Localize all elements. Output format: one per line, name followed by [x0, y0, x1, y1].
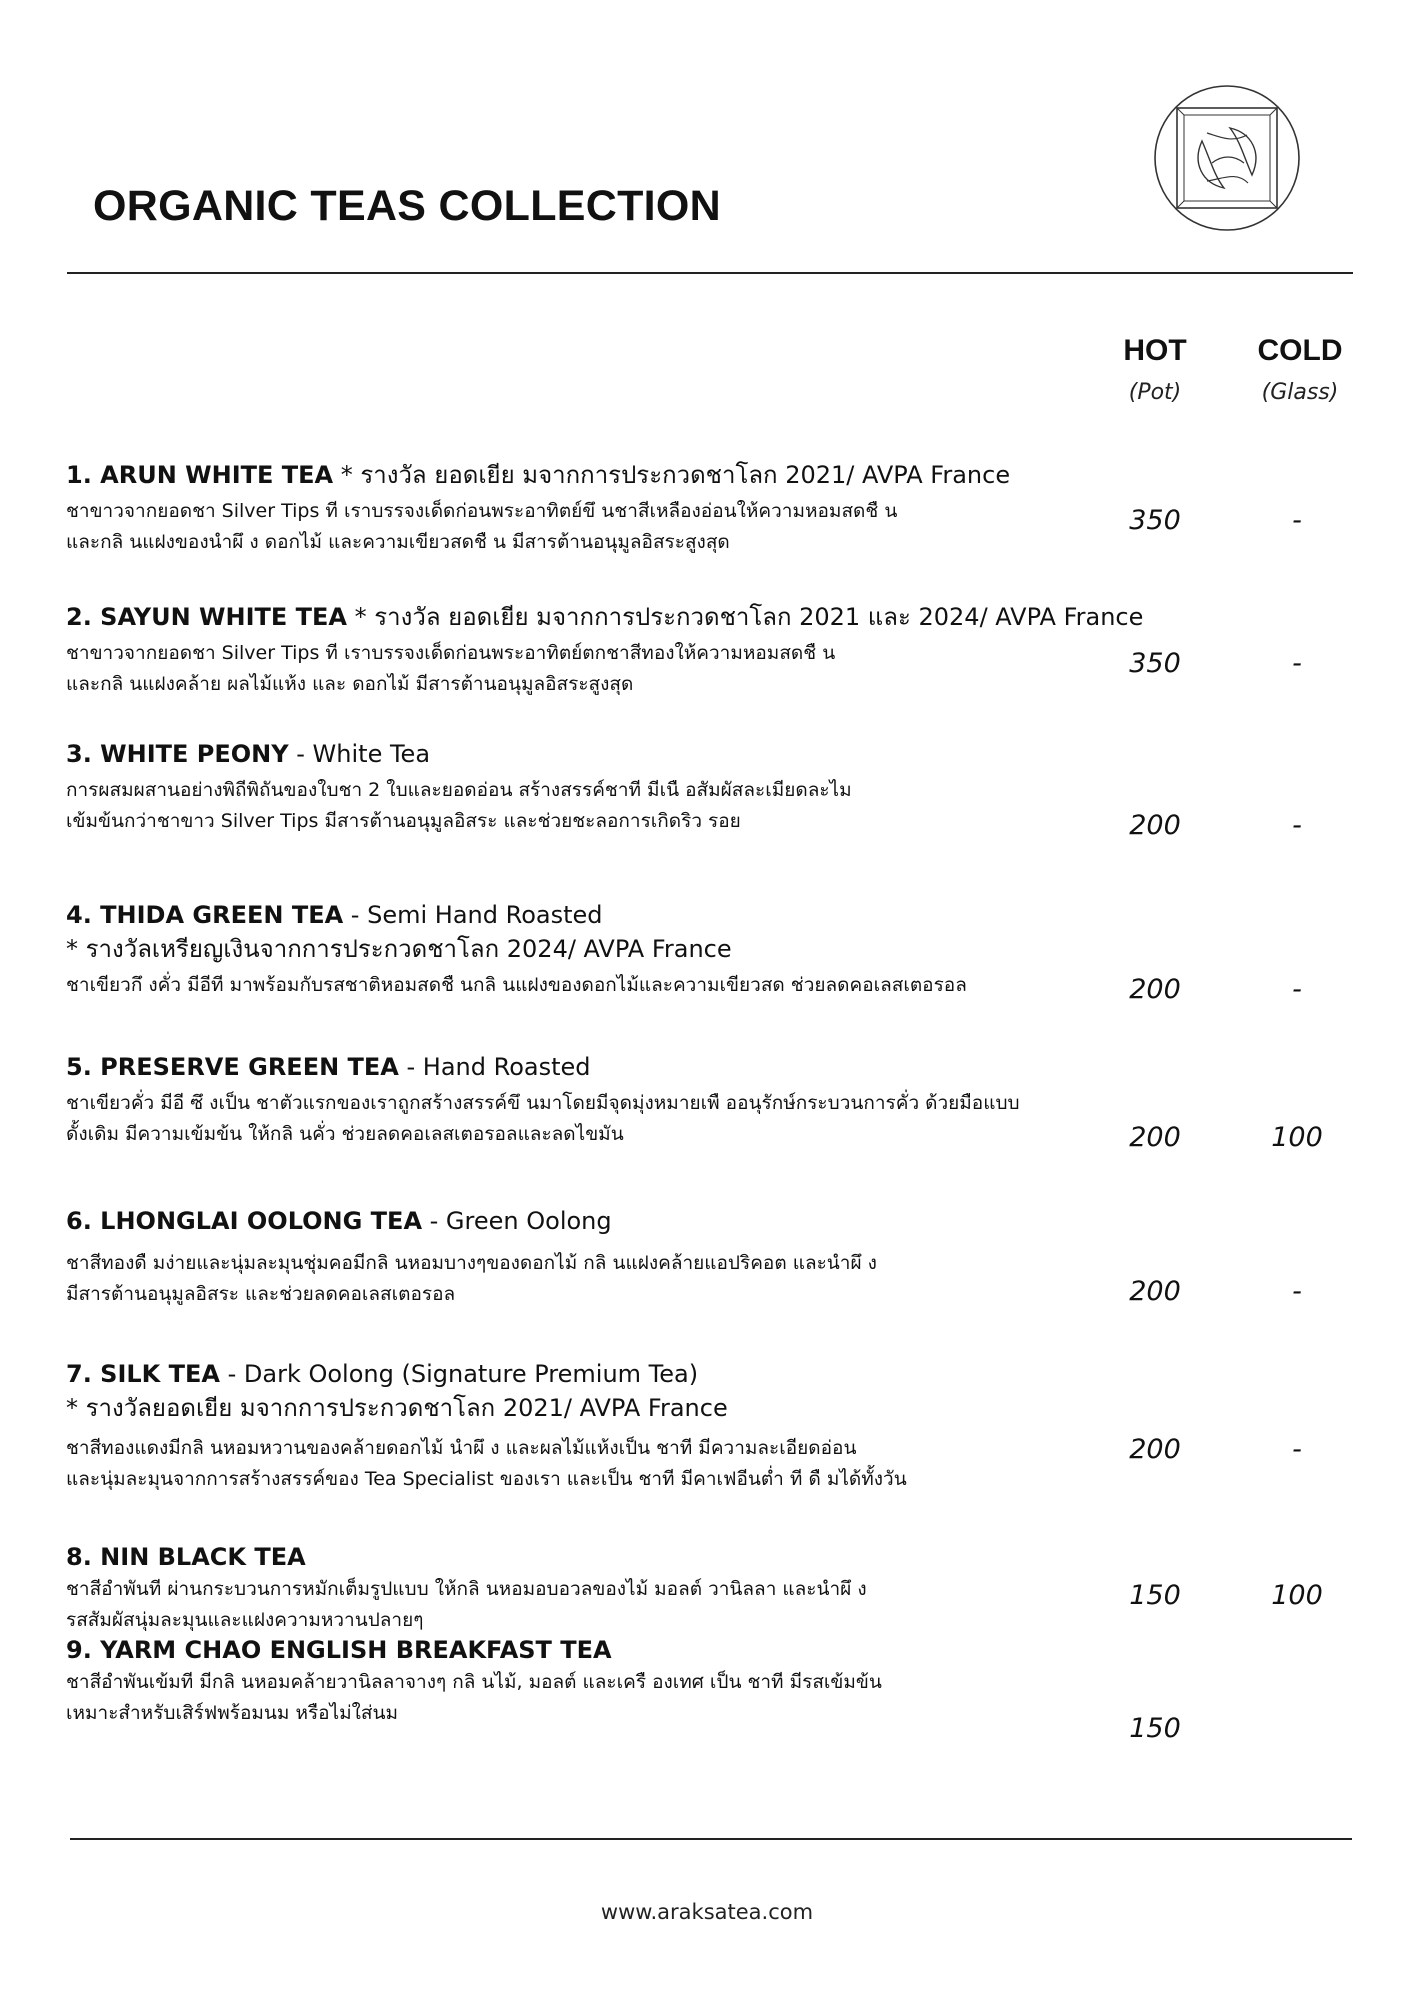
item-name: 5. PRESERVE GREEN TEA [66, 1053, 399, 1081]
item-desc-line: และนุ่มละมุนจากการสร้างสรรค์ของ Tea Specialist ของเรา และเป็น ชาที มีคาเฟอีนต่ำ ที ดื มได้ทั้งวัน [66, 1468, 907, 1490]
cold-price: 100 [1271, 1122, 1323, 1153]
item-name: 1. ARUN WHITE TEA [66, 461, 334, 489]
hot-price: 200 [1129, 1276, 1181, 1307]
item-name: 4. THIDA GREEN TEA [66, 901, 344, 929]
item-name: 3. WHITE PEONY [66, 740, 289, 768]
item-subtitle: * รางวัล ยอดเยีย มจากการประกวดชาโลก 2021/ AVPA France [333, 461, 1011, 489]
item-title [66, 1540, 1146, 1574]
tea-leaf-emblem-icon [1152, 83, 1302, 233]
item-subtitle: - Semi Hand Roasted [343, 901, 603, 929]
menu-item [66, 898, 1146, 1001]
menu-item [66, 458, 1146, 558]
item-desc-line: ชาเขียวคั่ว มีอี ซึ งเป็น ชาตัวแรกของเราถูกสร้างสรรค์ขึ นมาโดยมีจุดมุ่งหมายเพื ออนุรักษ์กระบวนการคั่ว ด้วยมือแบบ [66, 1092, 1020, 1114]
item-desc-line: ชาสีทองแดงมีกลิ นหอมหวานของคล้ายดอกไม้ นำผึ ง และผลไม้แห้งเป็น ชาที มีความละเอียดอ่อน [66, 1437, 857, 1459]
hot-column-header [1085, 334, 1225, 405]
item-desc-line: เหมาะสำหรับเสิร์ฟพร้อมนม หรือไม่ใส่นม [66, 1702, 399, 1724]
item-desc-line: มีสารต้านอนุมูลอิสระ และช่วยลดคอเลสเตอรอล [66, 1283, 456, 1305]
item-description [66, 1248, 1146, 1310]
page-title: ORGANIC TEAS COLLECTION [93, 182, 722, 230]
item-name: 6. LHONGLAI OOLONG TEA [66, 1207, 423, 1235]
item-name: 9. YARM CHAO ENGLISH BREAKFAST TEA [66, 1636, 612, 1664]
item-title [66, 1357, 1146, 1391]
item-description [66, 496, 1146, 558]
item-desc-line: รสสัมผัสนุ่มละมุนและแฝงความหวานปลายๆ [66, 1609, 424, 1631]
menu-item [66, 1357, 1146, 1495]
cold-price: - [1292, 505, 1302, 536]
hot-price: 150 [1129, 1580, 1181, 1611]
menu-item [66, 1540, 1146, 1636]
item-description [66, 1088, 1146, 1150]
menu-item [66, 737, 1146, 837]
footer-divider [70, 1838, 1352, 1840]
footer-url: www.araksatea.com [600, 1900, 814, 1924]
item-desc-line: ชาสีทองดื มง่ายและนุ่มละมุนชุ่มคอมีกลิ นหอมบางๆของดอกไม้ กลิ นแฝงคล้ายแอปริคอต และนำผึ ง [66, 1252, 877, 1274]
item-title [66, 1633, 1146, 1667]
cold-price: 100 [1271, 1580, 1323, 1611]
hot-price: 350 [1129, 648, 1181, 679]
header-divider [67, 272, 1353, 274]
item-subtitle: * รางวัล ยอดเยีย มจากการประกวดชาโลก 2021 และ 2024/ AVPA France [347, 603, 1144, 631]
item-description [66, 1433, 1146, 1495]
item-desc-line: ชาสีอำพันที ผ่านกระบวนการหมักเต็มรูปแบบ ให้กลิ นหอมอบอวลของไม้ มอลต์ วานิลลา และนำผึ ง [66, 1578, 867, 1600]
menu-item [66, 1204, 1146, 1310]
item-description [66, 775, 1146, 837]
item-name: 7. SILK TEA [66, 1360, 220, 1388]
item-name: 2. SAYUN WHITE TEA [66, 603, 347, 631]
hot-price: 200 [1129, 810, 1181, 841]
hot-price: 150 [1129, 1713, 1181, 1744]
item-award: * รางวัลยอดเยีย มจากการประกวดชาโลก 2021/ AVPA France [66, 1394, 728, 1422]
item-description [66, 970, 1146, 1001]
cold-price: - [1292, 1434, 1302, 1465]
item-subtitle: - White Tea [288, 740, 431, 768]
hot-price: 200 [1129, 1434, 1181, 1465]
item-title [66, 898, 1146, 932]
item-description [66, 638, 1146, 700]
cold-label: COLD [1257, 334, 1343, 367]
item-title [66, 737, 1146, 771]
item-subtitle: - Dark Oolong (Signature Premium Tea) [219, 1360, 699, 1388]
item-desc-line: และกลิ นแฝงคล้าย ผลไม้แห้ง และ ดอกไม้ มีสารต้านอนุมูลอิสระสูงสุด [66, 673, 634, 695]
item-desc-line: การผสมผสานอย่างพิถีพิถันของใบชา 2 ใบและยอดอ่อน สร้างสรรค์ชาที มีเนื อสัมผัสละเมียดละไม [66, 779, 852, 801]
cold-price: - [1292, 974, 1302, 1005]
cold-price: - [1292, 648, 1302, 679]
item-desc-line: ชาสีอำพันเข้มที มีกลิ นหอมคล้ายวานิลลาจางๆ กลิ นไม้, มอลต์ และเครื องเทศ เป็น ชาที มีรสเข้มข้น [66, 1671, 882, 1693]
cold-sublabel: (Glass) [1261, 380, 1339, 405]
hot-price: 200 [1129, 974, 1181, 1005]
menu-item [66, 1050, 1146, 1150]
item-title [66, 1204, 1146, 1238]
item-subtitle: - Hand Roasted [398, 1053, 591, 1081]
item-desc-line: ชาขาวจากยอดชา Silver Tips ที เราบรรจงเด็ดก่อนพระอาทิตย์ขึ นชาสีเหลืองอ่อนให้ความหอมสดชื น [66, 500, 898, 522]
cold-price: - [1292, 810, 1302, 841]
item-subtitle: - Green Oolong [422, 1207, 612, 1235]
hot-label: HOT [1123, 334, 1187, 367]
item-description [66, 1667, 1146, 1729]
item-title [66, 1050, 1146, 1084]
hot-sublabel: (Pot) [1128, 380, 1182, 405]
menu-item [66, 600, 1146, 700]
item-desc-line: เข้มข้นกว่าชาขาว Silver Tips มีสารต้านอนุมูลอิสระ และช่วยชะลอการเกิดริว รอย [66, 810, 741, 832]
item-desc-line: ชาเขียวกึ งคั่ว มีอีที มาพร้อมกับรสชาติหอมสดชื นกลิ นแฝงของดอกไม้และความเขียวสด ช่วยลดคอเลสเตอรอล [66, 974, 967, 996]
menu-item [66, 1633, 1146, 1729]
hot-price: 200 [1129, 1122, 1181, 1153]
item-desc-line: และกลิ นแฝงของนำผึ ง ดอกไม้ และความเขียวสดชื น มีสารต้านอนุมูลอิสระสูงสุด [66, 531, 730, 553]
item-desc-line: ดั้งเดิม มีความเข้มข้น ให้กลิ นคั่ว ช่วยลดคอเลสเตอรอลและลดไขมัน [66, 1123, 624, 1145]
hot-price: 350 [1129, 505, 1181, 536]
item-desc-line: ชาขาวจากยอดชา Silver Tips ที เราบรรจงเด็ดก่อนพระอาทิตย์ตกชาสีทองให้ความหอมสดชื น [66, 642, 836, 664]
cold-column-header [1230, 334, 1370, 405]
item-award: * รางวัลเหรียญเงินจากการประกวดชาโลก 2024/ AVPA France [66, 935, 732, 963]
item-title [66, 458, 1146, 492]
item-description [66, 1574, 1146, 1636]
cold-price: - [1292, 1276, 1302, 1307]
item-title [66, 600, 1146, 634]
item-name: 8. NIN BLACK TEA [66, 1543, 306, 1571]
